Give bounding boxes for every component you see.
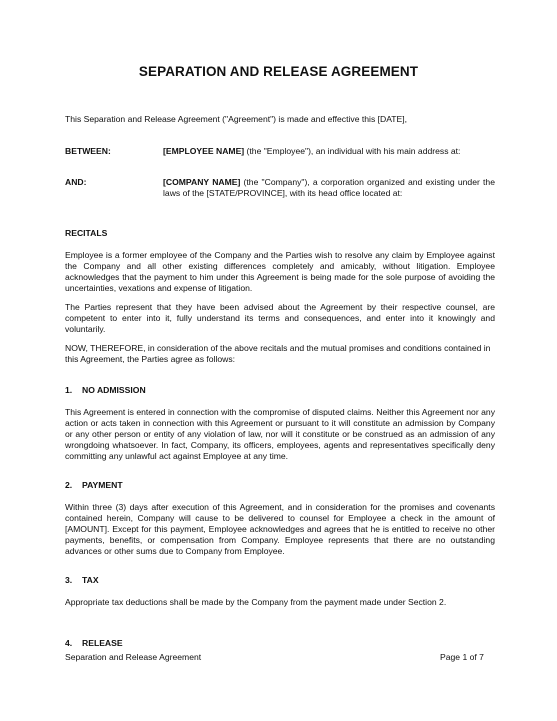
section-3-heading	[65, 575, 99, 586]
section-title: PAYMENT	[82, 480, 123, 490]
company-name-placeholder: [COMPANY NAME]	[163, 177, 241, 187]
section-number: 2.	[65, 480, 73, 490]
footer-page-number: Page 1 of 7	[440, 652, 484, 662]
section-1-body: This Agreement is entered in connection with the compromise of disputed claims. Neither this Agreement nor any action or acts taken in connection with this Agreement or pursuant to it will constitute an admission by Company or any other person or entity of any violation of law, nor will it constitute or be construed as an admission of any wrongdoing whatsoever. In fact, Company, its officers, employees, agents and representatives specifically deny committing any unlawful act against Employee at any time.	[65, 407, 495, 461]
section-4-heading	[65, 638, 123, 649]
between-description: (the "Employee"), an individual with his main address at:	[244, 146, 461, 156]
section-2-body: Within three (3) days after execution of this Agreement, and in consideration for the promises and covenants contained herein, Company will cause to be delivered to counsel for Employee a check in the amount of [AMOUNT]. Except for this payment, Employee acknowledges and agrees that he is entitled to receive no other payments, benefits, or compensation from Company. Employee represents that there are no outstanding advances or other sums due to Company from Employee.	[65, 502, 495, 556]
section-title: NO ADMISSION	[82, 385, 146, 395]
recitals-paragraph-2: The Parties represent that they have been advised about the Agreement by their respective counsel, are competent to enter into it, fully understand its terms and consequences, and enter into it knowingly and voluntarily.	[65, 302, 495, 334]
section-number: 4.	[65, 638, 73, 648]
section-3-body: Appropriate tax deductions shall be made by the Company from the payment made under Section 2.	[65, 597, 447, 607]
and-party	[163, 177, 495, 199]
recitals-paragraph-3: NOW, THEREFORE, in consideration of the above recitals and the mutual promises and conditions contained in this Agreement, the Parties agree as follows:	[65, 343, 491, 364]
section-title: TAX	[82, 575, 99, 585]
section-title: RELEASE	[82, 638, 123, 648]
recitals-heading: RECITALS	[65, 228, 108, 238]
section-2-heading	[65, 480, 123, 491]
between-party	[163, 146, 495, 157]
intro-paragraph: This Separation and Release Agreement ("Agreement") is made and effective this [DATE],	[65, 114, 408, 124]
employee-name-placeholder: [EMPLOYEE NAME]	[163, 146, 245, 156]
section-number: 1.	[65, 385, 73, 395]
and-description: (the "Company"), a corporation organized and existing under the laws of the [STATE/PROVINCE], with its head office located at:	[163, 177, 495, 198]
section-number: 3.	[65, 575, 73, 585]
recitals-paragraph-1: Employee is a former employee of the Company and the Parties wish to resolve any claim by Employee against the Company and all other existing differences completely and amicably, without litigation. Employee acknowledges that the payment to him under this Agreement is being made for the sole purpose of avoiding the uncertainties, vexations and expense of litigation.	[65, 250, 495, 293]
and-label: AND:	[65, 177, 87, 187]
between-label: BETWEEN:	[65, 146, 111, 156]
footer-document-name: Separation and Release Agreement	[65, 652, 202, 662]
section-1-heading	[65, 385, 146, 396]
document-title: SEPARATION AND RELEASE AGREEMENT	[138, 64, 419, 79]
